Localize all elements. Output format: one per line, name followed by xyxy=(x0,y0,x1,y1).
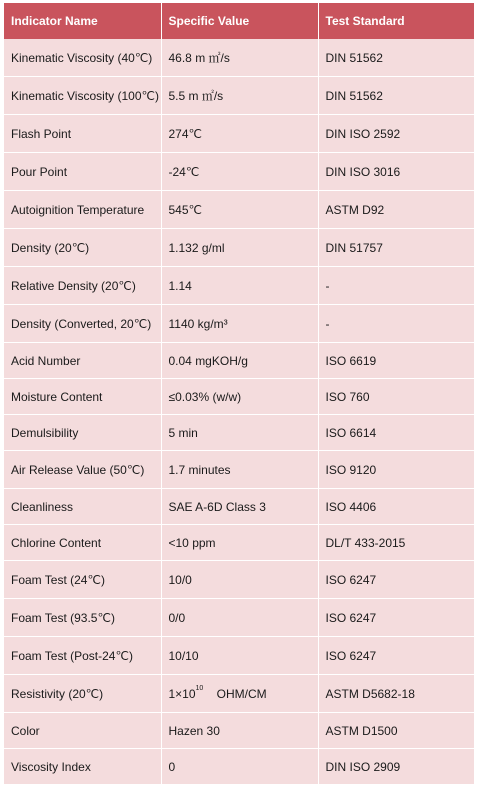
specific-value-cell: 5 min xyxy=(161,415,318,451)
table-row xyxy=(4,599,474,637)
table-row xyxy=(4,561,474,599)
specific-value-cell: ≤0.03% (w/w) xyxy=(161,379,318,415)
indicator-name-cell: Cleanliness xyxy=(4,489,161,525)
test-standard-cell: DIN ISO 3016 xyxy=(318,153,474,191)
test-standard-cell: DIN 51562 xyxy=(318,39,474,77)
indicator-name-cell: Foam Test (Post-24℃) xyxy=(4,637,161,675)
table-row xyxy=(4,229,474,267)
specific-value-cell: Hazen 30 xyxy=(161,713,318,749)
specific-value-cell: 274℃ xyxy=(161,115,318,153)
indicator-name-cell: Kinematic Viscosity (100℃) xyxy=(4,77,161,115)
specific-value-cell: <10 ppm xyxy=(161,525,318,561)
table-row xyxy=(4,749,474,785)
specific-value-cell: 5.5 m ㎡/s xyxy=(161,77,318,115)
specific-value-cell: SAE A-6D Class 3 xyxy=(161,489,318,525)
specific-value-cell: 10/10 xyxy=(161,637,318,675)
test-standard-cell: ISO 6247 xyxy=(318,561,474,599)
indicator-name-cell: Chlorine Content xyxy=(4,525,161,561)
indicator-name-cell: Color xyxy=(4,713,161,749)
resistivity-base: 1×10 xyxy=(168,686,196,701)
test-standard-cell: - xyxy=(318,267,474,305)
spec-table-container xyxy=(4,3,474,785)
indicator-name-cell: Kinematic Viscosity (40℃) xyxy=(4,39,161,77)
indicator-name-cell: Acid Number xyxy=(4,343,161,379)
indicator-name-cell: Density (20℃) xyxy=(4,229,161,267)
resistivity-exponent: 10 xyxy=(195,684,204,692)
test-standard-cell: ISO 6247 xyxy=(318,599,474,637)
specific-value-cell xyxy=(161,675,318,713)
header-test-standard: Test Standard xyxy=(318,3,474,39)
table-row xyxy=(4,379,474,415)
indicator-name-cell: Demulsibility xyxy=(4,415,161,451)
table-row xyxy=(4,637,474,675)
resistivity-unit: OHM/CM xyxy=(216,686,267,701)
table-row xyxy=(4,267,474,305)
table-row xyxy=(4,451,474,489)
specific-value-cell: 10/0 xyxy=(161,561,318,599)
specific-value-cell: 46.8 m ㎡/s xyxy=(161,39,318,77)
indicator-name-cell: Moisture Content xyxy=(4,379,161,415)
test-standard-cell: ASTM D1500 xyxy=(318,713,474,749)
table-row xyxy=(4,675,474,713)
test-standard-cell: DIN ISO 2909 xyxy=(318,749,474,785)
indicator-name-cell: Foam Test (24℃) xyxy=(4,561,161,599)
header-specific-value: Specific Value xyxy=(161,3,318,39)
test-standard-cell: ISO 6619 xyxy=(318,343,474,379)
test-standard-cell: ISO 6247 xyxy=(318,637,474,675)
test-standard-cell: DL/T 433-2015 xyxy=(318,525,474,561)
table-row xyxy=(4,39,474,77)
table-row xyxy=(4,191,474,229)
indicator-name-cell: Density (Converted, 20℃) xyxy=(4,305,161,343)
specific-value-cell: 1140 kg/m³ xyxy=(161,305,318,343)
test-standard-cell: ISO 4406 xyxy=(318,489,474,525)
test-standard-cell: ASTM D92 xyxy=(318,191,474,229)
specific-value-cell: -24℃ xyxy=(161,153,318,191)
table-row xyxy=(4,305,474,343)
specific-value-cell: 1.132 g/ml xyxy=(161,229,318,267)
indicator-name-cell: Viscosity Index xyxy=(4,749,161,785)
indicator-name-cell: Resistivity (20℃) xyxy=(4,675,161,713)
specific-value-cell: 0.04 mgKOH/g xyxy=(161,343,318,379)
test-standard-cell: ISO 6614 xyxy=(318,415,474,451)
specific-value-cell: 0 xyxy=(161,749,318,785)
indicator-name-cell: Relative Density (20℃) xyxy=(4,267,161,305)
test-standard-cell: - xyxy=(318,305,474,343)
table-row xyxy=(4,77,474,115)
test-standard-cell: DIN 51562 xyxy=(318,77,474,115)
indicator-name-cell: Foam Test (93.5℃) xyxy=(4,599,161,637)
test-standard-cell: ISO 760 xyxy=(318,379,474,415)
table-header-row xyxy=(4,3,474,39)
test-standard-cell: DIN 51757 xyxy=(318,229,474,267)
specific-value-cell: 0/0 xyxy=(161,599,318,637)
specific-value-cell: 545℃ xyxy=(161,191,318,229)
table-row xyxy=(4,343,474,379)
table-row xyxy=(4,415,474,451)
test-standard-cell: ASTM D5682-18 xyxy=(318,675,474,713)
specific-value-cell: 1.7 minutes xyxy=(161,451,318,489)
table-row xyxy=(4,115,474,153)
indicator-name-cell: Flash Point xyxy=(4,115,161,153)
indicator-name-cell: Autoignition Temperature xyxy=(4,191,161,229)
table-row xyxy=(4,525,474,561)
table-row xyxy=(4,713,474,749)
test-standard-cell: ISO 9120 xyxy=(318,451,474,489)
indicator-name-cell: Pour Point xyxy=(4,153,161,191)
indicator-name-cell: Air Release Value (50℃) xyxy=(4,451,161,489)
header-indicator-name: Indicator Name xyxy=(4,3,161,39)
table-row xyxy=(4,489,474,525)
test-standard-cell: DIN ISO 2592 xyxy=(318,115,474,153)
table-row xyxy=(4,153,474,191)
specification-table xyxy=(4,3,474,785)
specific-value-cell: 1.14 xyxy=(161,267,318,305)
